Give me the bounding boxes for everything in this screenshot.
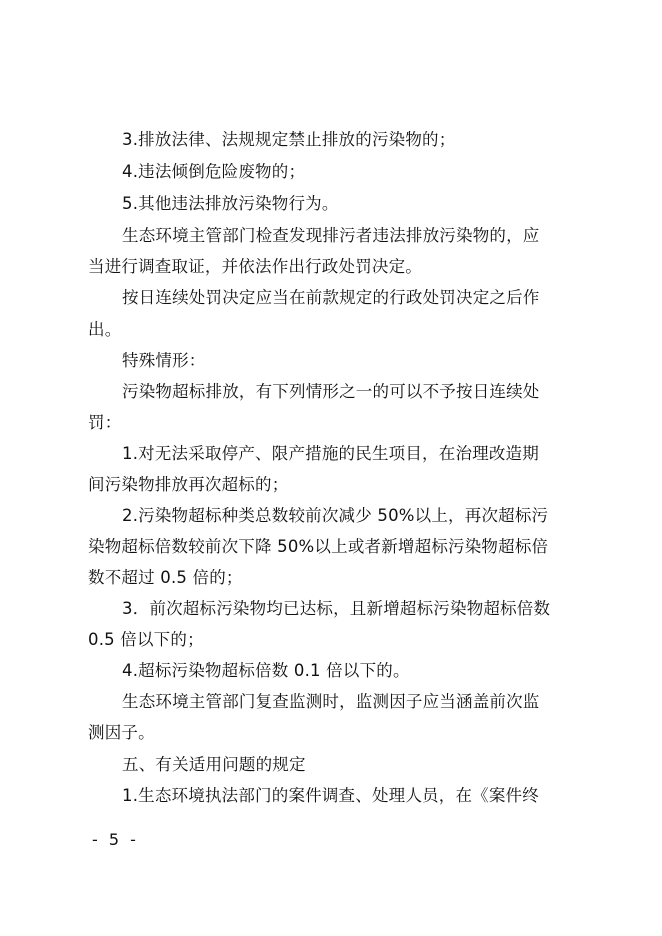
text-line-16: 3．前次超标污染物均已达标，且新增超标污染物超标倍数 (122, 599, 551, 618)
text-line-22: 1.生态环境执法部门的案件调查、处理人员，在《案件终 (122, 786, 539, 805)
text-line-14: 染物超标倍数较前次下降 50%以上或者新增超标污染物超标倍 (88, 537, 549, 556)
text-line-9: 污染物超标排放，有下列情形之一的可以不予按日连续处 (122, 382, 540, 401)
text-line-12: 间污染物排放再次超标的； (88, 475, 289, 494)
text-line-5: 当进行调查取证，并依法作出行政处罚决定。 (88, 257, 422, 276)
page-number: - 5 - (92, 830, 139, 849)
text-line-3: 5.其他违法排放污染物行为。 (122, 194, 339, 213)
text-line-17: 0.5 倍以下的； (88, 630, 204, 649)
text-line-1: 3.排放法律、法规规定禁止排放的污染物的； (122, 130, 456, 149)
text-line-20: 测因子。 (88, 723, 155, 742)
text-line-2: 4.违法倾倒危险废物的； (122, 162, 306, 181)
text-line-21: 五、有关适用问题的规定 (122, 755, 306, 774)
text-line-15: 数不超过 0.5 倍的； (88, 568, 243, 587)
text-line-18: 4.超标污染物超标倍数 0.1 倍以下的。 (122, 661, 410, 680)
text-line-19: 生态环境主管部门复查监测时，监测因子应当涵盖前次监 (122, 692, 540, 711)
text-line-6: 按日连续处罚决定应当在前款规定的行政处罚决定之后作 (122, 288, 540, 307)
text-line-10: 罚： (88, 413, 122, 432)
text-line-7: 出。 (88, 320, 122, 339)
text-line-13: 2.污染物超标种类总数较前次减少 50%以上，再次超标污 (122, 506, 549, 525)
text-line-11: 1.对无法采取停产、限产措施的民生项目，在治理改造期 (122, 444, 539, 463)
text-line-8: 特殊情形： (122, 351, 206, 370)
text-line-4: 生态环境主管部门检查发现排污者违法排放污染物的，应 (122, 226, 540, 245)
